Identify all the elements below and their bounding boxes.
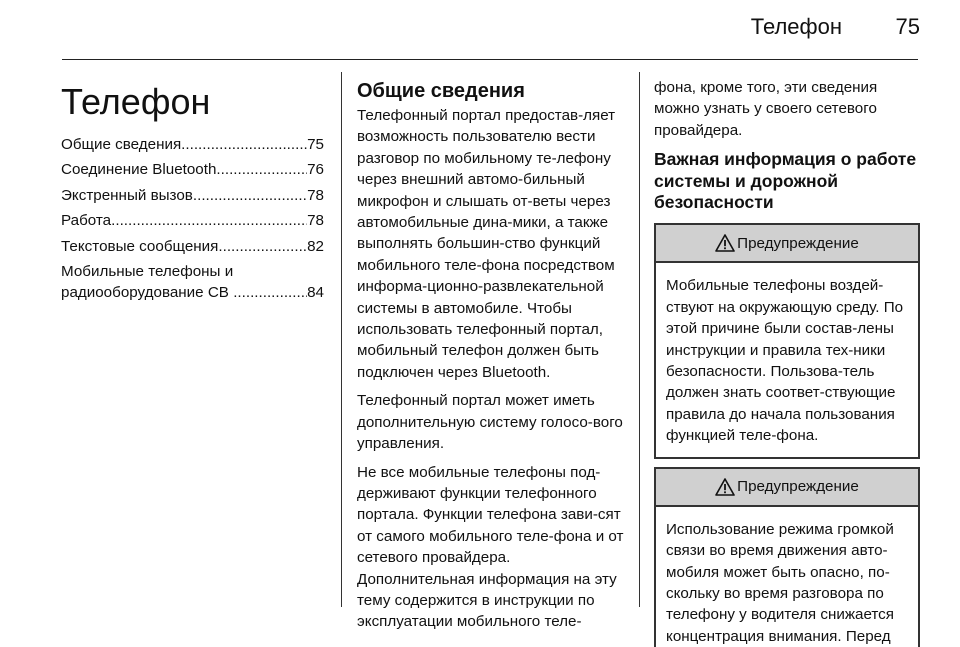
toc-leader: [181, 134, 307, 155]
toc-entry[interactable]: [61, 185, 324, 206]
warning-box: [654, 467, 920, 647]
warning-text: Использование режима громкой связи во время движения авто-мобиля может быть опасно, по-скольку во время разговора по телефону у водителя снижается концентрация внимания. Перед: [666, 520, 894, 645]
body-paragraph: Не все мобильные телефоны под-держивают функции телефонного портала. Функции телефона зави-сят от самого мобильного теле-фона и от сетевого провайдера. Дополнительная информация на эту тему содержится в инструкции по эксплуатации мобильного теле-: [357, 463, 624, 631]
safety-column: [654, 66, 920, 647]
toc-leader: [233, 282, 307, 303]
toc-column: [61, 66, 324, 308]
toc-entry[interactable]: [61, 159, 324, 180]
warning-box: [654, 223, 920, 458]
toc-leader: [218, 236, 307, 257]
page-header: [0, 0, 960, 50]
toc-label: Общие сведения: [61, 136, 182, 153]
chapter-title: Телефон: [61, 81, 211, 122]
general-info-column: [357, 66, 625, 640]
toc-entry[interactable]: [61, 134, 324, 155]
body-paragraph: Телефонный портал предостав-ляет возможность пользователю вести разговор по мобильному те-лефону через внешний автомо-бильный микрофон и слышать от-веты через автомобильные дина-мики, а также выполнять большин-ство функций мобильного теле-фона посредством информа-ционно-развлекательной системы в автомобиле. Чтобы использовать телефонный портал, мобильный телефон должен быть подключен через Bluetooth.: [357, 107, 616, 381]
warning-text: Мобильные телефоны воздей-ствуют на окружающую среду. По этой причине были состав-лены инструкции и правила тех-ники безопасности. Пользова-тель должен знать соответ-ствующие правила до начала пользования функцией теле-фона.: [666, 277, 904, 445]
section-heading: Общие сведения: [357, 80, 525, 102]
body-paragraph: фона, кроме того, эти сведения можно узнать у своего сетевого провайдера.: [654, 79, 878, 139]
toc-label: Экстренный вызов: [61, 186, 193, 204]
toc-label: Текстовые сообщения: [61, 237, 219, 255]
toc-label: Работа: [61, 212, 112, 230]
toc-label: [61, 261, 233, 304]
toc-label-line: Мобильные телефоны и: [61, 263, 234, 281]
toc-entry[interactable]: [61, 210, 324, 231]
toc-page: 78: [307, 212, 324, 230]
toc-leader: [216, 159, 307, 180]
toc-label-line: радиооборудование CB: [61, 284, 229, 302]
toc-entry[interactable]: [61, 236, 324, 257]
toc-leader: [193, 185, 307, 206]
toc-label: Соединение Bluetooth: [61, 161, 217, 179]
warning-header: [656, 225, 918, 263]
table-of-contents: [61, 134, 324, 304]
warning-title: Предупреждение: [737, 478, 859, 496]
warning-triangle-icon: [715, 478, 735, 496]
toc-page: 75: [307, 136, 324, 153]
toc-leader: [111, 210, 307, 231]
header-rule: [62, 59, 918, 60]
page-number: 75: [895, 14, 920, 39]
toc-page: 76: [307, 161, 324, 179]
body-paragraph: Телефонный портал может иметь дополнительную систему голосо-вого управления.: [357, 392, 623, 453]
toc-page: 84: [307, 284, 324, 302]
warning-title: Предупреждение: [737, 234, 859, 252]
warning-header: [656, 469, 918, 507]
section-heading: Важная информация о работе системы и дорожной безопасности: [654, 149, 917, 213]
toc-page: 82: [307, 237, 324, 255]
toc-entry[interactable]: [61, 261, 324, 304]
running-header-title: Телефон: [750, 14, 842, 39]
warning-triangle-icon: [715, 234, 735, 252]
column-divider: [341, 72, 342, 607]
column-divider: [639, 72, 640, 607]
toc-page: 78: [307, 186, 324, 204]
